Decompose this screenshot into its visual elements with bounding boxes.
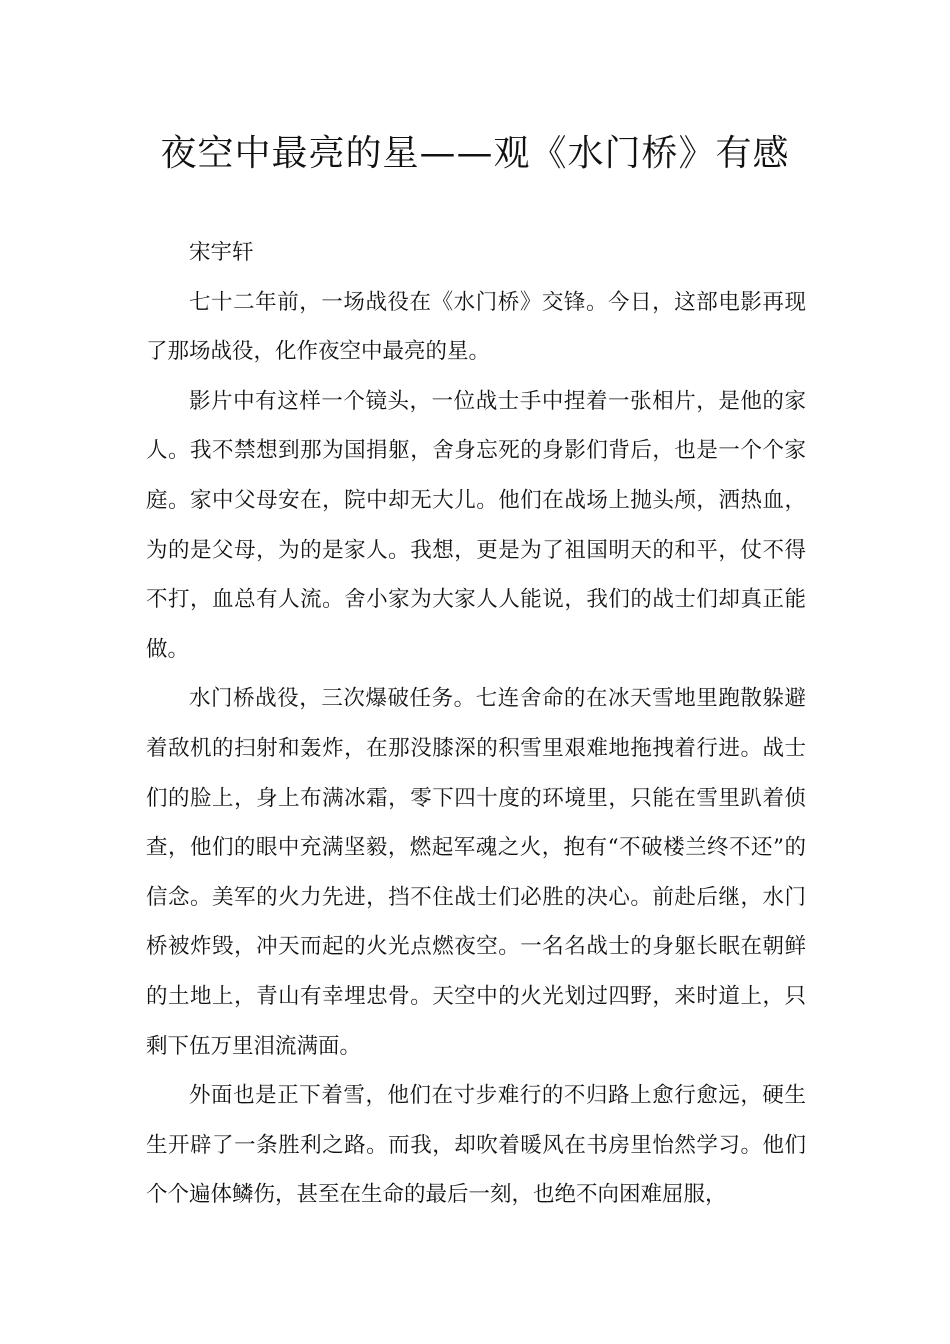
paragraph-3: 水门桥战役，三次爆破任务。七连舍命的在冰天雪地里跑散躲避着敌机的扫射和轰炸，在那没膝深的积雪里艰难地拖拽着行进。战士们的脸上，身上布满冰霜，零下四十度的环境里，只能在雪里趴着侦查，他们的眼中充满坚毅，燃起军魂之火，抱有“不破楼兰终不还”的信念。美军的火力先进，挡不住战士们必胜的决心。前赴后继，水门桥被炸毁，冲天而起的火光点燃夜空。一名名战士的身躯长眠在朝鲜的土地上，青山有幸埋忠骨。天空中的火光划过四野，来时道上，只剩下伍万里泪流满面。 [146,686,806,1059]
paragraph-2: 影片中有这样一个镜头，一位战士手中捏着一张相片，是他的家人。我不禁想到那为国捐躯，舍身忘死的身影们背后，也是一个个家庭。家中父母安在，院中却无大儿。他们在战场上抛头颅，洒热血，为的是父母，为的是家人。我想，更是为了祖国明天的和平，仗不得不打，血总有人流。舍小家为大家人人能说，我们的战士们却真正能做。 [146,388,806,662]
paragraph-4: 外面也是正下着雪，他们在寸步难行的不归路上愈行愈远，硬生生开辟了一条胜利之路。而我，却吹着暖风在书房里怡然学习。他们个个遍体鳞伤，甚至在生命的最后一刻，也绝不向困难屈服， [146,1083,806,1208]
document-title: 夜空中最亮的星——观《水门桥》有感 [160,133,790,174]
paragraph-1: 七十二年前，一场战役在《水门桥》交锋。今日，这部电影再现了那场战役，化作夜空中最亮的星。 [146,289,806,365]
document-body [146,228,806,1220]
author-name: 宋宇轩 [189,240,254,265]
